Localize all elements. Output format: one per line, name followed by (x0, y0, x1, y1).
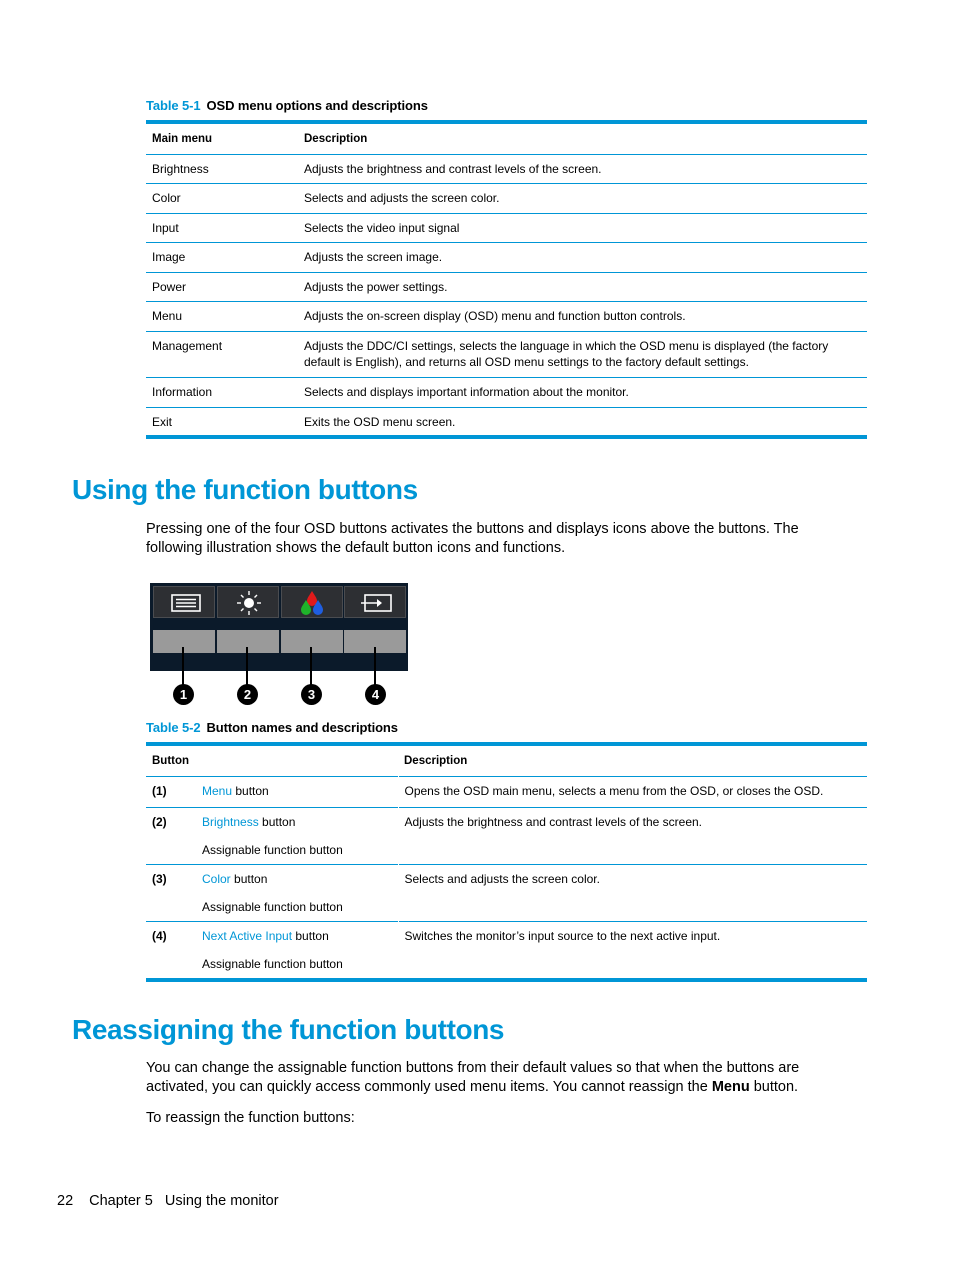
menu-name: Input (152, 220, 179, 235)
menu-description: Adjusts the screen image. (304, 250, 443, 265)
callout-line (310, 647, 312, 685)
color-icon (281, 586, 343, 618)
section-heading-reassigning: Reassigning the function buttons (72, 1014, 505, 1045)
table2-caption-title: Button names and descriptions (206, 720, 398, 735)
table-row (146, 378, 867, 408)
section-body-instruction: To reassign the function buttons: (146, 1110, 355, 1126)
menu-name: Information (152, 385, 213, 400)
next-input-icon (344, 586, 406, 618)
button-number: (3) (152, 871, 167, 886)
button-name-link[interactable]: Next Active Input (202, 928, 293, 943)
menu-name: Image (152, 250, 186, 265)
table2-caption (146, 720, 398, 735)
table-row (146, 302, 867, 332)
osd-button-3 (281, 630, 343, 653)
callout-2: 2 (237, 684, 258, 705)
button-sub-label: Assignable function button (202, 956, 343, 971)
callout-line (182, 647, 184, 685)
table-row (146, 213, 867, 243)
button-name-cell (196, 921, 398, 980)
osd-button-illustration (150, 583, 408, 671)
menu-description: Adjusts the on-screen display (OSD) menu and function button controls. (304, 309, 686, 324)
table-row (146, 807, 867, 864)
button-description: Opens the OSD main menu, selects a menu from the OSD, or closes the OSD. (404, 783, 824, 798)
table-row (146, 921, 867, 980)
button-suffix: button (292, 928, 329, 943)
button-sub-label: Assignable function button (202, 899, 343, 914)
menu-bold-text: Menu (711, 1079, 750, 1095)
table-row (146, 154, 867, 184)
section-body-reassigning (146, 1059, 846, 1097)
menu-description: Adjusts the power settings. (304, 279, 448, 294)
menu-name: Power (152, 279, 187, 294)
menu-description: Adjusts the brightness and contrast levels of the screen. (304, 161, 602, 176)
table1-caption (146, 98, 428, 113)
chapter-title: Chapter 5 Using the monitor (89, 1193, 279, 1209)
button-number: (2) (152, 814, 167, 829)
callout-4: 4 (365, 684, 386, 705)
section-heading-function-buttons: Using the function buttons (72, 474, 418, 505)
osd-button-2 (217, 630, 279, 653)
menu-description: Selects and displays important information about the monitor. (304, 385, 629, 400)
menu-name: Color (152, 191, 181, 206)
button-suffix: button (230, 871, 268, 886)
button-name-cell (196, 776, 398, 807)
table-header-row (146, 744, 867, 776)
button-suffix: button (258, 814, 296, 829)
body-text: You can change the assignable function buttons from their default values so that when the buttons are activated, you can quickly access commonly used menu items. You cannot reassign the (146, 1060, 800, 1095)
menu-description: Exits the OSD menu screen. (304, 414, 456, 429)
column-header: Button (152, 754, 190, 767)
table-row (146, 864, 867, 921)
osd-menu-table (146, 120, 867, 439)
table1-caption-number: Table 5-1 (146, 98, 201, 113)
button-name-cell (196, 864, 398, 921)
menu-description: Adjusts the DDC/CI settings, selects the language in which the OSD menu is displayed (the factory default is English), and returns all OSD menu settings to the factory default settings. (304, 339, 829, 370)
button-name-link[interactable]: Menu (202, 783, 233, 798)
page-footer (57, 1193, 279, 1209)
callout-line (374, 647, 376, 685)
menu-icon (153, 586, 215, 618)
brightness-icon (217, 586, 279, 618)
menu-description: Selects and adjusts the screen color. (304, 191, 500, 206)
table-row (146, 243, 867, 273)
menu-name: Brightness (152, 161, 209, 176)
menu-name: Menu (152, 309, 183, 324)
body-text: button. (749, 1079, 799, 1095)
callout-line (246, 647, 248, 685)
button-description: Selects and adjusts the screen color. (404, 871, 600, 886)
osd-button-1 (153, 630, 215, 653)
table-row (146, 332, 867, 378)
button-name-link[interactable]: Brightness (202, 814, 259, 829)
page-number: 22 (57, 1193, 74, 1209)
column-header: Description (304, 132, 368, 145)
menu-description: Selects the video input signal (304, 220, 460, 235)
section-body-function-buttons: Pressing one of the four OSD buttons activates the buttons and displays icons above the buttons. The following illustration shows the default button icons and functions. (146, 521, 799, 556)
button-names-table (146, 742, 867, 982)
table-row (146, 272, 867, 302)
column-header: Description (404, 754, 468, 767)
table1-caption-title: OSD menu options and descriptions (206, 98, 428, 113)
table-row (146, 776, 867, 807)
button-number: (1) (152, 783, 167, 798)
column-header: Main menu (152, 132, 213, 145)
table-row (146, 407, 867, 437)
menu-name: Exit (152, 414, 173, 429)
callout-3: 3 (301, 684, 322, 705)
button-description: Adjusts the brightness and contrast levels of the screen. (404, 814, 702, 829)
menu-name: Management (152, 339, 223, 354)
button-name-cell (196, 807, 398, 864)
button-suffix: button (232, 783, 269, 798)
table-row (146, 184, 867, 214)
button-description: Switches the monitor’s input source to the next active input. (404, 928, 721, 943)
button-number: (4) (152, 928, 167, 943)
button-name-link[interactable]: Color (202, 871, 231, 886)
table-header-row (146, 122, 867, 154)
table2-caption-number: Table 5-2 (146, 720, 201, 735)
button-sub-label: Assignable function button (202, 842, 343, 857)
callout-1: 1 (173, 684, 194, 705)
